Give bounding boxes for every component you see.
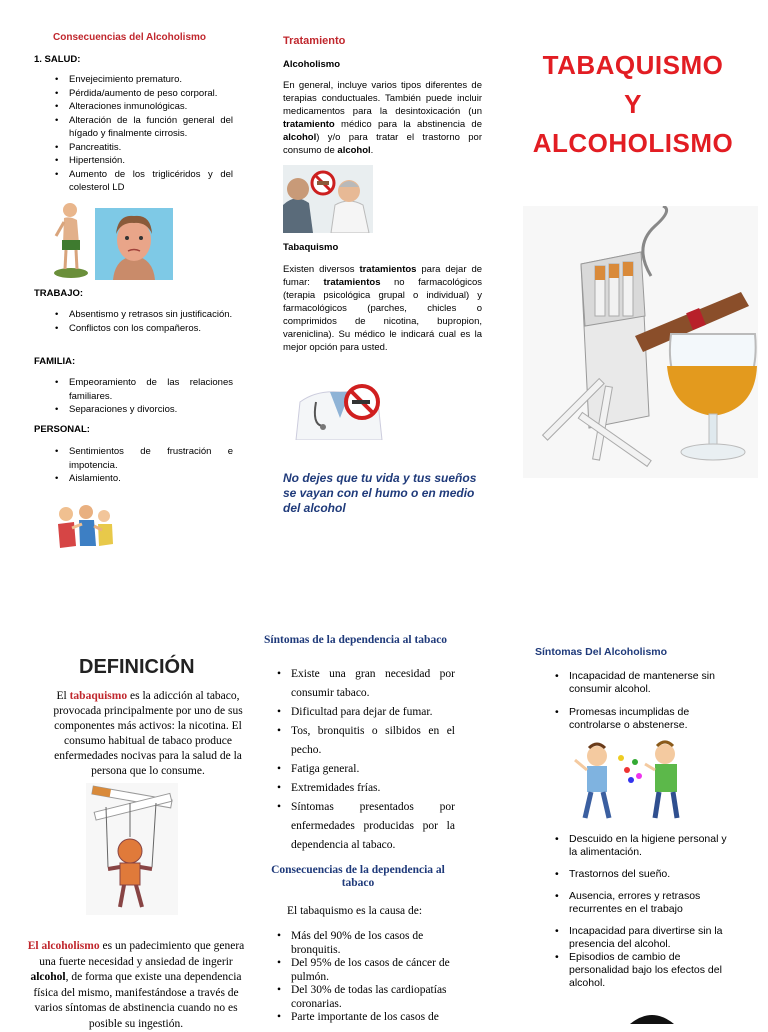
list-item: • Incapacidad de mantenerse sin consumir alcohol. [569,670,729,696]
list-item: • Absentismo y retrasos sin justificación. [69,308,233,322]
cover-title-line3: ALCOHOLISMO [532,128,734,158]
doctor-no-smoking-illustration [290,362,390,440]
list-item: • Incapacidad para divertirse sin la presencia del alcohol. [569,925,731,951]
list-item: • Envejecimiento prematuro. [69,73,233,87]
personal-heading: PERSONAL: [34,424,90,435]
tobacco-consequences-list [291,930,459,1025]
list-item: • Conflictos con los compañeros. [69,322,233,336]
list-item: • Trastornos del sueño. [569,868,731,881]
trabajo-list [69,308,233,335]
tabaquismo-treatment-text: Existen diversos tratamientos para dejar de fumar: tratamientos no farmacológicos (terapia psicológica grupal o individual) y farmacológicos (parches, chicles o comprimidos de nicotina, bupropion, vareniclina). Su médico le indicará cual es la mejor opción para usted. [283,264,483,353]
personal-list [69,445,233,486]
family-fight-illustration [52,502,118,552]
alcohol-symptoms-title: Síntomas Del Alcoholismo [535,646,668,658]
alcoholism-subheading: Alcoholismo [283,59,341,70]
sick-woman-illustration [95,208,173,280]
list-item: • Sentimientos de frustración e impotencia. [69,445,233,472]
cigarette-puppet-illustration [86,783,178,915]
familia-heading: FAMILIA: [34,356,76,367]
definition-title: DEFINICIÓN [79,656,195,678]
tobacco-consequences-intro: El tabaquismo es la causa de: [287,905,423,917]
familia-list [69,376,233,417]
list-item: • Fatiga general. [291,760,455,779]
salud-heading: 1. SALUD: [34,54,81,65]
alcohol-symptoms-list-b [569,833,731,990]
list-item: • Pérdida/aumento de peso corporal. [69,87,233,101]
list-item: • Síntomas presentados por enfermedades producidas por la dependencia al tabaco. [291,798,455,855]
alcohol-symptoms-list-a [569,670,729,732]
list-item: • Parte importante de los casos de [291,1011,459,1025]
list-item: • Existe una gran necesidad por consumir tabaco. [291,665,455,703]
consequences-title: Consecuencias del Alcoholismo [53,32,207,43]
list-item: • Episodios de cambio de personalidad bajo los efectos del alcohol. [569,951,731,990]
tabaquismo-subheading: Tabaquismo [283,242,339,253]
tobacco-symptoms-title: Síntomas de la dependencia al tabaco [264,634,448,646]
drunk-men-illustration [573,740,685,824]
list-item: • Separaciones y divorcios. [69,403,233,417]
list-item: • Descuido en la higiene personal y la alimentación. [569,833,731,859]
definition-paragraph-alcoholismo: El alcoholismo es un padecimiento que genera una fuerte necesidad y ansiedad de ingerir alcohol, de forma que existe una dependencia física del mismo, manifestándose a través de varios síntomas de abstinencia cuando no es posible su ingestión. [27,940,245,1030]
list-item: • Ausencia, errores y retrasos recurrentes en el trabajo [569,890,731,916]
tobacco-consequences-title: Consecuencias de la dependencia al tabaco [271,864,445,889]
list-item: • Aumento de los triglicéridos y del colesterol LD [69,168,233,195]
list-item: • Del 95% de los casos de cáncer de pulmón. [291,957,459,984]
list-item: • Extremidades frías. [291,779,455,798]
list-item: • Dificultad para dejar de fumar. [291,703,455,722]
old-man-scale-illustration [50,200,92,280]
quote-text: No dejes que tu vida y tus sueños se vayan con el humo o en medio del alcohol [283,471,477,515]
definition-paragraph-tabaquismo: El tabaquismo es la adicción al tabaco, provocada principalmente por uno de sus componentes más activos: la nicotina. El consumo habitual de tabaco produce enfermedades nocivas para la salud de la persona que lo consume. [53,690,243,777]
tobacco-symptoms-list [291,665,455,855]
cover-title-line1: TABAQUISMO [542,50,724,80]
list-item: • Más del 90% de los casos de bronquitis. [291,930,459,957]
doctor-patient-illustration [283,165,373,233]
list-item: • Del 30% de todas las cardiopatías coronarias. [291,984,459,1011]
list-item: • Aislamiento. [69,472,233,486]
cigarettes-cognac-illustration [523,206,758,478]
trabajo-heading: TRABAJO: [34,288,84,299]
list-item: • Alteraciones inmunológicas. [69,100,233,114]
list-item: • Pancreatitis. [69,141,233,155]
list-item: • Empeoramiento de las relaciones familiares. [69,376,233,403]
list-item: • Hipertensión. [69,154,233,168]
cover-title-line2: Y [624,89,642,119]
salud-list [69,73,233,195]
list-item: • Promesas incumplidas de controlarse o abstenerse. [569,706,729,732]
list-item: • Alteración de la función general del hígado y finalmente cirrosis. [69,114,233,141]
partial-illustration [630,1012,674,1024]
treatment-title: Tratamiento [283,35,346,47]
list-item: • Tos, bronquitis o silbidos en el pecho. [291,722,455,760]
alcoholism-treatment-text: En general, incluye varios tipos diferentes de terapias conductuales. También puede incluir medicamentos para la desintoxicación (un tratamiento médico para la abstinencia de alcohol) y/o para tratar el trastorno por consumo de alcohol. [283,80,482,156]
